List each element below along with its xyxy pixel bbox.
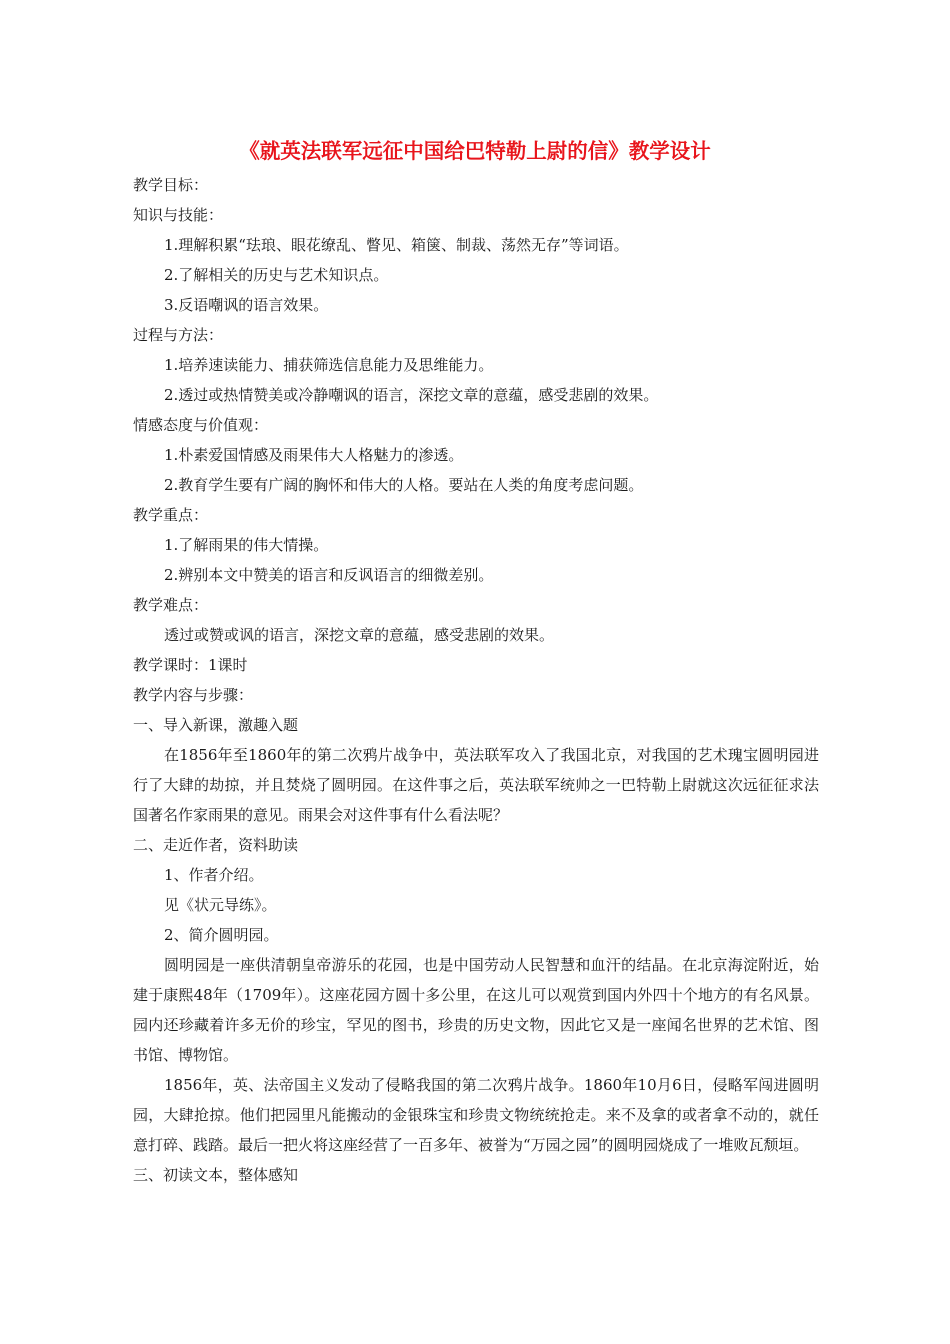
heading-difficulty: 教学难点：: [133, 596, 209, 614]
list-item: 2.辨别本文中赞美的语言和反讽语言的细微差别。: [164, 566, 494, 584]
document-body: [133, 170, 819, 1190]
heading-emotion-values: 情感态度与价值观：: [133, 416, 269, 434]
list-item: 1.培养速读能力、捕获筛选信息能力及思维能力。: [164, 356, 494, 374]
paragraph-intro: 在1856年至1860年的第二次鸦片战争中，英法联军攻入了我国北京，对我国的艺术瑰宝圆明园进行了大肆的劫掠，并且焚烧了圆明园。在这件事之后，英法联军统帅之一巴特勒上尉就这次远征征求法国著名作家雨果的意见。雨果会对这件事有什么看法呢？: [133, 746, 819, 824]
section-heading-1: 一、导入新课，激趣入题: [133, 716, 299, 734]
heading-steps: 教学内容与步骤：: [133, 686, 254, 704]
heading-teaching-goals: 教学目标：: [133, 176, 209, 194]
list-item: 透过或赞或讽的语言，深挖文章的意蕴，感受悲剧的效果。: [164, 626, 555, 644]
list-item: 3.反语嘲讽的语言效果。: [164, 296, 329, 314]
section-heading-3: 三、初读文本，整体感知: [133, 1166, 299, 1184]
heading-knowledge-skills: 知识与技能：: [133, 206, 224, 224]
document-title: 《就英法联军远征中国给巴特勒上尉的信》教学设计: [239, 139, 711, 163]
paragraph-yuanmingyuan-intro: 圆明园是一座供清朝皇帝游乐的花园，也是中国劳动人民智慧和血汗的结晶。在北京海淀附近，始建于康熙48年（1709年）。这座花园方圆十多公里，在这儿可以观赏到国内外四十个地方的有名风景。园内还珍藏着许多无价的珍宝，罕见的图书，珍贵的历史文物，因此它又是一座闻名世界的艺术馆、图书馆、博物馆。: [133, 956, 819, 1064]
list-item: 2.教育学生要有广阔的胸怀和伟大的人格。要站在人类的角度考虑问题。: [164, 476, 644, 494]
heading-key-points: 教学重点：: [133, 506, 209, 524]
paragraph-yuanmingyuan-history: 1856年，英、法帝国主义发动了侵略我国的第二次鸦片战争。1860年10月6日，侵略军闯进圆明园，大肆抢掠。他们把园里凡能搬动的金银珠宝和珍贵文物统统抢走。来不及拿的或者拿不动的，就任意打碎、践踏。最后一把火将这座经营了一百多年、被誉为“万园之园”的圆明园烧成了一堆败瓦颓垣。: [133, 1076, 819, 1154]
list-item: 2.透过或热情赞美或冷静嘲讽的语言，深挖文章的意蕴，感受悲剧的效果。: [164, 386, 659, 404]
list-item: 1.理解积累“珐琅、眼花缭乱、瞥见、箱箧、制裁、荡然无存”等词语。: [164, 236, 629, 254]
list-item: 1.了解雨果的伟大情操。: [164, 536, 329, 554]
section-heading-2: 二、走近作者，资料助读: [133, 836, 299, 854]
subsection-author: 1、作者介绍。: [164, 866, 264, 884]
teaching-hours: 教学课时：1课时: [133, 656, 248, 674]
heading-process-methods: 过程与方法：: [133, 326, 224, 344]
subsection-yuanmingyuan: 2、简介圆明园。: [164, 926, 279, 944]
reference-text: 见《状元导练》。: [164, 896, 277, 914]
list-item: 1.朴素爱国情感及雨果伟大人格魅力的渗透。: [164, 446, 464, 464]
list-item: 2.了解相关的历史与艺术知识点。: [164, 266, 389, 284]
